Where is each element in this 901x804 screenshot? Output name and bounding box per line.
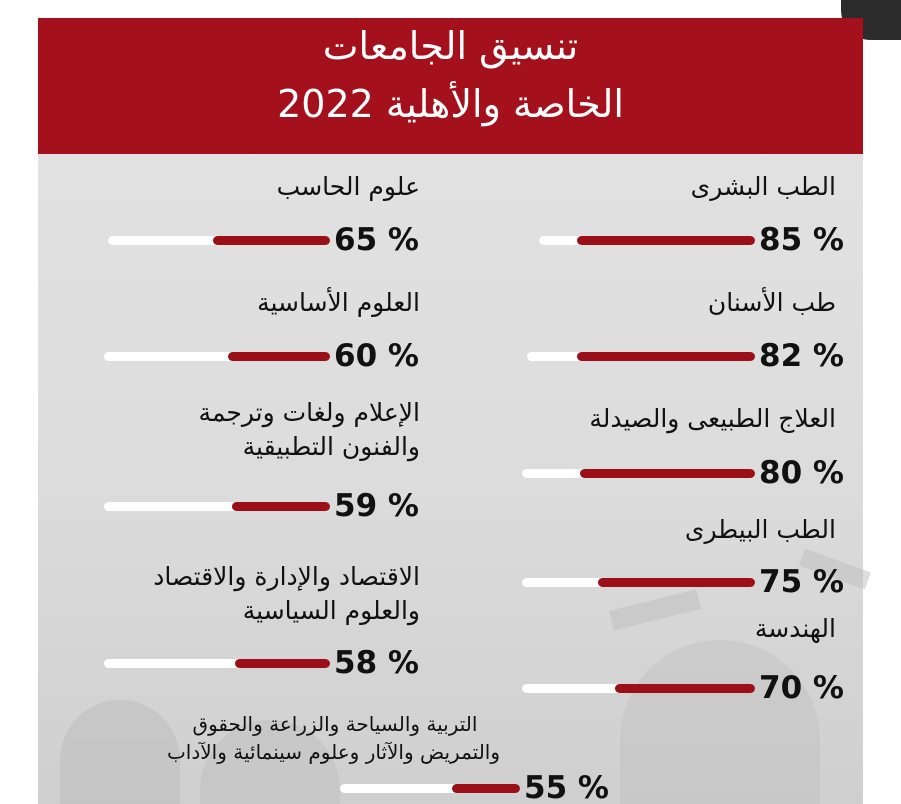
category-label-line: الإعلام ولغات وترجمة	[198, 398, 420, 427]
category-label	[257, 286, 420, 320]
category-label	[755, 612, 836, 646]
value-label: 58 %	[334, 645, 419, 681]
bar-fill	[577, 352, 755, 361]
value-label: 85 %	[759, 222, 844, 258]
graduate-silhouette	[60, 700, 180, 804]
bar-track	[539, 236, 755, 245]
bar-fill	[235, 659, 330, 668]
bar-track	[104, 659, 330, 668]
bar-fill	[452, 784, 520, 793]
graduation-cap-icon	[609, 589, 701, 630]
bar-track	[522, 578, 755, 587]
bar-track	[522, 469, 755, 478]
bar-fill	[598, 578, 755, 587]
bar-fill	[580, 469, 755, 478]
value-label: 82 %	[759, 338, 844, 374]
bar-track	[522, 684, 755, 693]
category-label	[708, 286, 836, 320]
bar-track	[527, 352, 755, 361]
value-label: 59 %	[334, 488, 419, 524]
category-label-line: الطب البيطرى	[684, 515, 836, 544]
bar-fill	[615, 684, 755, 693]
category-label	[691, 170, 836, 204]
category-label	[153, 560, 420, 628]
category-label-line: والتمريض والآثار وعلوم سينمائية والآداب	[166, 740, 500, 764]
category-label-line: العلاج الطبيعى والصيدلة	[589, 404, 836, 433]
value-label: 75 %	[759, 564, 844, 600]
category-label-line: التربية والسياحة والزراعة والحقوق	[192, 712, 478, 736]
category-label	[199, 396, 420, 464]
title-line-1: تنسيق الجامعات	[322, 24, 579, 68]
top-border	[0, 0, 901, 18]
bar-track	[104, 502, 330, 511]
value-label: 55 %	[524, 770, 609, 804]
bar-fill	[232, 502, 330, 511]
left-border	[0, 0, 38, 804]
category-label	[685, 513, 836, 547]
category-label-line: الطب البشرى	[690, 172, 836, 201]
bar-fill	[213, 236, 330, 245]
category-label-line: والعلوم السياسية	[242, 596, 420, 625]
category-label	[277, 170, 420, 204]
category-label-line: الاقتصاد والإدارة والاقتصاد	[153, 562, 420, 591]
category-label-line: الهندسة	[754, 614, 836, 643]
value-label: 65 %	[334, 222, 419, 258]
title-banner	[38, 18, 863, 154]
right-border	[863, 0, 901, 804]
category-label	[166, 710, 500, 766]
value-label: 80 %	[759, 455, 844, 491]
category-label-line: طب الأسنان	[707, 288, 836, 317]
value-label: 60 %	[334, 338, 419, 374]
category-label-line: العلوم الأساسية	[257, 288, 420, 317]
bar-fill	[577, 236, 755, 245]
bar-fill	[228, 352, 330, 361]
value-label: 70 %	[759, 670, 844, 706]
bar-track	[104, 352, 330, 361]
category-label-line: والفنون التطبيقية	[242, 432, 420, 461]
bar-track	[340, 784, 520, 793]
title-line-2: الخاصة والأهلية 2022	[277, 82, 624, 126]
category-label	[589, 402, 836, 436]
bar-track	[108, 236, 330, 245]
graduate-silhouette	[620, 640, 820, 804]
category-label-line: علوم الحاسب	[276, 172, 420, 201]
